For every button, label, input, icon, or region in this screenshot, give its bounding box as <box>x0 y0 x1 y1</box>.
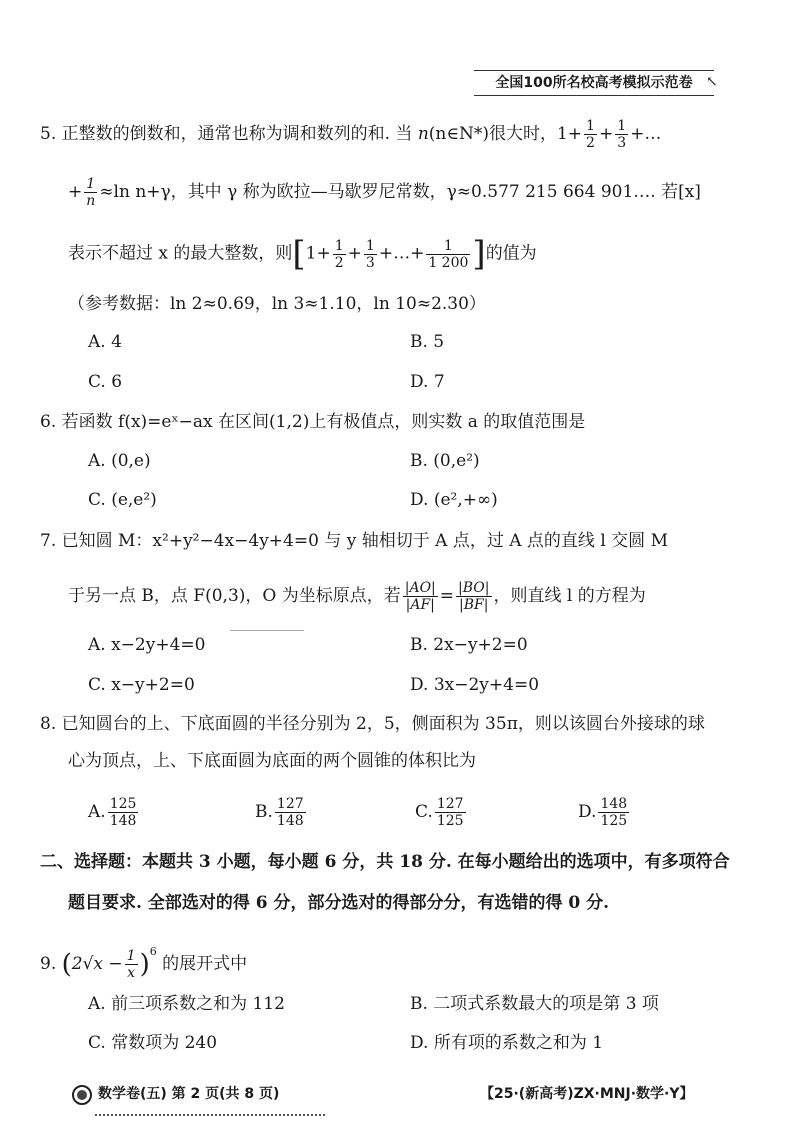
q7-line2 <box>68 580 646 613</box>
frac-den: |BF| <box>459 597 489 613</box>
q5-var-n: n <box>417 124 429 144</box>
target-icon <box>72 1085 92 1105</box>
frac-num: 1 <box>334 237 344 254</box>
section-2-heading: 二、选择题：本题共 3 小题，每小题 6 分，共 18 分. 在每小题给出的选项中，有多项符合 <box>40 852 730 872</box>
plus: + <box>68 182 83 202</box>
option-label: B. <box>255 802 273 822</box>
q7-option-d: D. 3x−2y+4=0 <box>410 675 540 695</box>
q5-line2 <box>68 176 701 209</box>
q5-option-d: D. 7 <box>410 372 445 392</box>
q5-frac-1-2 <box>584 118 597 151</box>
frac-den: 1 200 <box>428 254 469 271</box>
q6-option-a: A. (0,e) <box>88 451 151 471</box>
series-banner: 全国100所名校高考模拟示范卷 <box>474 70 714 96</box>
option-label: D. <box>578 802 597 822</box>
q8-option-c <box>415 796 468 829</box>
q8-option-d <box>578 796 631 829</box>
q9-text: 的展开式中 <box>156 954 248 974</box>
q5-text: +… <box>630 124 662 144</box>
frac-num: 148 <box>600 796 628 812</box>
plus: + <box>347 243 362 264</box>
q7-frac-bo-bf <box>456 580 491 613</box>
frac-num: 127 <box>436 796 464 812</box>
frac-den: 3 <box>617 135 627 151</box>
q9-frac-1-x <box>125 948 138 981</box>
q9-option-c: C. 常数项为 240 <box>88 1033 218 1053</box>
q5-option-a: A. 4 <box>88 332 122 352</box>
q9-option-d: D. 所有项的系数之和为 1 <box>410 1033 604 1053</box>
frac-den: 3 <box>365 254 375 271</box>
q7-text: 于另一点 B，点 F(0,3)，O 为坐标原点，若 <box>68 586 401 606</box>
q8-c-frac <box>435 796 466 829</box>
q7-option-a: A. x−2y+4=0 <box>88 635 206 655</box>
q6-option-b: B. (0,e²) <box>410 451 480 471</box>
q5-frac-1-3 <box>615 118 628 151</box>
q8-option-a <box>88 796 140 829</box>
banner-ornament: ↖ <box>706 74 718 90</box>
q7-option-b: B. 2x−y+2=0 <box>410 635 528 655</box>
frac-den: 2 <box>586 135 595 151</box>
q9-term: 2√x − <box>71 954 123 974</box>
footer-code: 【25·(新高考)ZX·MNJ·数学·Y】 <box>480 1086 694 1102</box>
floor-bracket-close: ] <box>472 234 486 274</box>
q5-text: 的值为 <box>485 243 537 264</box>
q8-line1: 8. 已知圆台的上、下底面圆的半径分别为 2，5，侧面积为 35π，则以该圆台外接球的球 <box>40 714 705 734</box>
option-label: C. <box>415 802 433 822</box>
q5-frac-1-1200 <box>426 238 470 271</box>
q7-frac-ao-af <box>403 580 438 613</box>
frac-den: 125 <box>436 813 464 829</box>
frac-den: 148 <box>276 813 304 829</box>
paren-close: ) <box>139 949 150 980</box>
plus: +…+ <box>378 243 425 264</box>
frac-den: |AF| <box>405 597 435 613</box>
frac-den: n <box>86 193 96 209</box>
q9-number: 9. <box>40 954 62 974</box>
frac-num: |AO| <box>404 580 436 596</box>
section-2-instructions: 题目要求. 全部选对的得 6 分，部分选对的得部分分，有选错的得 0 分. <box>68 893 610 913</box>
q5-option-b: B. 5 <box>410 332 445 352</box>
exponent: 6 <box>149 945 157 958</box>
frac-num: 1 <box>365 237 375 254</box>
q9-stem <box>40 940 247 982</box>
frac-den: 125 <box>600 813 628 829</box>
q9-option-b: B. 二项式系数最大的项是第 3 项 <box>410 994 659 1014</box>
q7-text: ，则直线 l 的方程为 <box>493 586 646 606</box>
q5-line3 <box>68 234 537 274</box>
q5-frac-1-2b <box>333 238 346 271</box>
paren-open: ( <box>61 949 72 980</box>
frac-num: 1 <box>617 118 627 134</box>
frac-den: 148 <box>109 813 137 829</box>
option-label: A. <box>88 802 106 822</box>
q8-option-b <box>255 796 308 829</box>
q6-stem: 6. 若函数 f(x)=eˣ−ax 在区间(1,2)上有极值点，则实数 a 的取值范围是 <box>40 412 586 432</box>
q6-option-c: C. (e,e²) <box>88 490 157 510</box>
q5-text: (n∈N*)很大时，1+ <box>428 124 583 144</box>
q8-a-frac <box>108 796 139 829</box>
footer-wavy-line <box>95 1112 325 1116</box>
q8-line2: 心为顶点，上、下底面圆为底面的两个圆锥的体积比为 <box>68 751 476 771</box>
q8-d-frac <box>598 796 629 829</box>
stray-line <box>230 630 304 631</box>
q6-option-d: D. (e²,+∞) <box>410 490 498 510</box>
q7-option-c: C. x−y+2=0 <box>88 675 195 695</box>
q5-frac-1-n <box>84 176 97 209</box>
q8-b-frac <box>275 796 306 829</box>
q5-text: 5. 正整数的倒数和，通常也称为调和数列的和. 当 <box>40 124 418 144</box>
q5-text: ≈ln n+γ，其中 γ 称为欧拉—马歇罗尼常数，γ≈0.577 215 664 901…. 若[x] <box>99 182 701 202</box>
q9-option-a: A. 前三项系数之和为 112 <box>88 994 285 1014</box>
frac-num: 1 <box>84 176 97 193</box>
frac-num: 1 <box>426 238 470 255</box>
q5-option-c: C. 6 <box>88 372 123 392</box>
floor-bracket-open: [ <box>292 234 306 274</box>
equals: = <box>439 586 455 606</box>
frac-den: 2 <box>334 254 344 271</box>
q5-reference: （参考数据：ln 2≈0.69，ln 3≈1.10，ln 10≈2.30） <box>68 294 486 314</box>
frac-num: 125 <box>109 796 137 812</box>
q5-frac-1-3b <box>364 238 377 271</box>
q7-line1: 7. 已知圆 M：x²+y²−4x−4y+4=0 与 y 轴相切于 A 点，过 A 点的直线 l 交圆 M <box>40 531 668 551</box>
frac-den: x <box>127 965 136 981</box>
frac-num: 1 <box>126 948 136 964</box>
q5-text: 表示不超过 x 的最大整数，则 <box>68 243 293 264</box>
footer-page-info: 数学卷(五) 第 2 页(共 8 页) <box>98 1086 280 1102</box>
plus: + <box>598 124 614 144</box>
frac-num: |BO| <box>458 580 490 596</box>
frac-num: 1 <box>586 118 595 134</box>
frac-num: 127 <box>276 796 304 812</box>
q5-text: 1+ <box>305 243 331 264</box>
q5-line1 <box>40 118 661 151</box>
